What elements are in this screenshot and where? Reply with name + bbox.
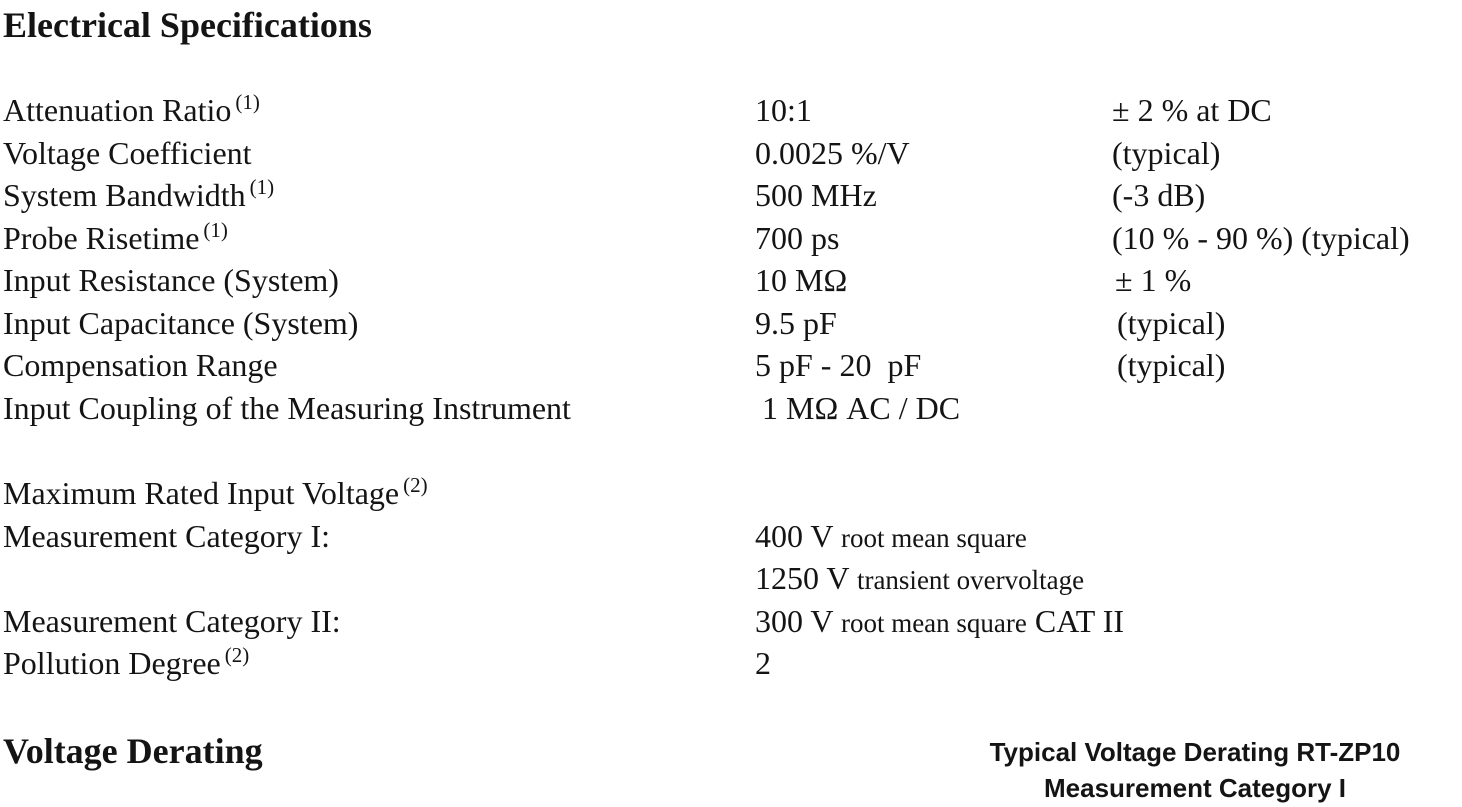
heading-label: Maximum Rated Input Voltage [3, 475, 400, 511]
category-suffix: CAT II [1034, 603, 1125, 639]
spec-extra: (typical) [1117, 305, 1226, 341]
measurement-category-1-row [0, 516, 1462, 556]
voltage-value: 1250 V [755, 560, 849, 596]
spec-extra: ± 1 % [1115, 262, 1192, 298]
measurement-category-1-transient-row [0, 558, 1462, 598]
spec-label: Pollution Degree [3, 645, 221, 681]
spec-extra: (typical) [1117, 347, 1226, 383]
chart-title-line-2: Measurement Category I [1044, 773, 1346, 803]
footnote-marker: (2) [403, 473, 428, 497]
section-title-electrical-specifications: Electrical Specifications [3, 5, 372, 45]
footnote-marker: (2) [224, 643, 250, 667]
spec-value: 9.5 pF [755, 305, 837, 341]
max-rated-input-voltage-heading [0, 473, 1462, 513]
spec-value: 10 MΩ [755, 262, 848, 298]
spec-row-voltage-coefficient [0, 133, 1462, 173]
measurement-category-2-row [0, 601, 1462, 641]
spec-value: 10:1 [755, 92, 812, 128]
spec-row-system-bandwidth [0, 175, 1462, 215]
pollution-degree-row [0, 643, 1462, 683]
spec-label: Input Capacitance (System) [3, 305, 359, 341]
spec-value: 700 ps [755, 220, 840, 256]
spec-row-input-capacitance [0, 303, 1462, 343]
spec-value: 2 [755, 645, 771, 681]
spec-extra: ± 2 % at DC [1112, 92, 1272, 128]
spec-label: System Bandwidth [3, 177, 246, 213]
section-title-voltage-derating: Voltage Derating [3, 731, 263, 771]
spec-label: Input Coupling of the Measuring Instrument [3, 390, 571, 426]
spec-label: Attenuation Ratio [3, 92, 232, 128]
spec-value: 500 MHz [755, 177, 877, 213]
spec-label: Voltage Coefficient [3, 135, 252, 171]
footnote-marker: (1) [249, 175, 275, 199]
voltage-unit-text: root mean square [840, 523, 1027, 553]
spec-value: 5 pF - 20 pF [755, 347, 922, 383]
spec-label: Probe Risetime [3, 220, 200, 256]
spec-label: Measurement Category II: [3, 603, 341, 639]
voltage-unit-text: root mean square [840, 608, 1027, 638]
spec-row-input-resistance [0, 260, 1462, 300]
spec-row-compensation-range [0, 345, 1462, 385]
spec-value: 0.0025 %/V [755, 135, 910, 171]
voltage-unit-text: transient overvoltage [856, 565, 1085, 595]
voltage-value: 400 V [755, 518, 833, 554]
spec-extra: (typical) [1112, 135, 1221, 171]
spec-row-attenuation-ratio [0, 90, 1462, 130]
spec-label: Measurement Category I: [3, 518, 330, 554]
footnote-marker: (1) [203, 218, 228, 242]
spec-label: Compensation Range [3, 347, 278, 383]
spec-extra: (10 % - 90 %) (typical) [1112, 220, 1410, 256]
spec-row-probe-risetime [0, 218, 1462, 258]
spec-label: Input Resistance (System) [3, 262, 339, 298]
voltage-value: 300 V [755, 603, 833, 639]
chart-title-line-1: Typical Voltage Derating RT-ZP10 [989, 737, 1401, 767]
footnote-marker: (1) [235, 90, 260, 114]
spec-extra: (-3 dB) [1112, 177, 1206, 213]
spec-value: 1 MΩ AC / DC [762, 390, 961, 426]
spec-row-input-coupling [0, 388, 1462, 428]
